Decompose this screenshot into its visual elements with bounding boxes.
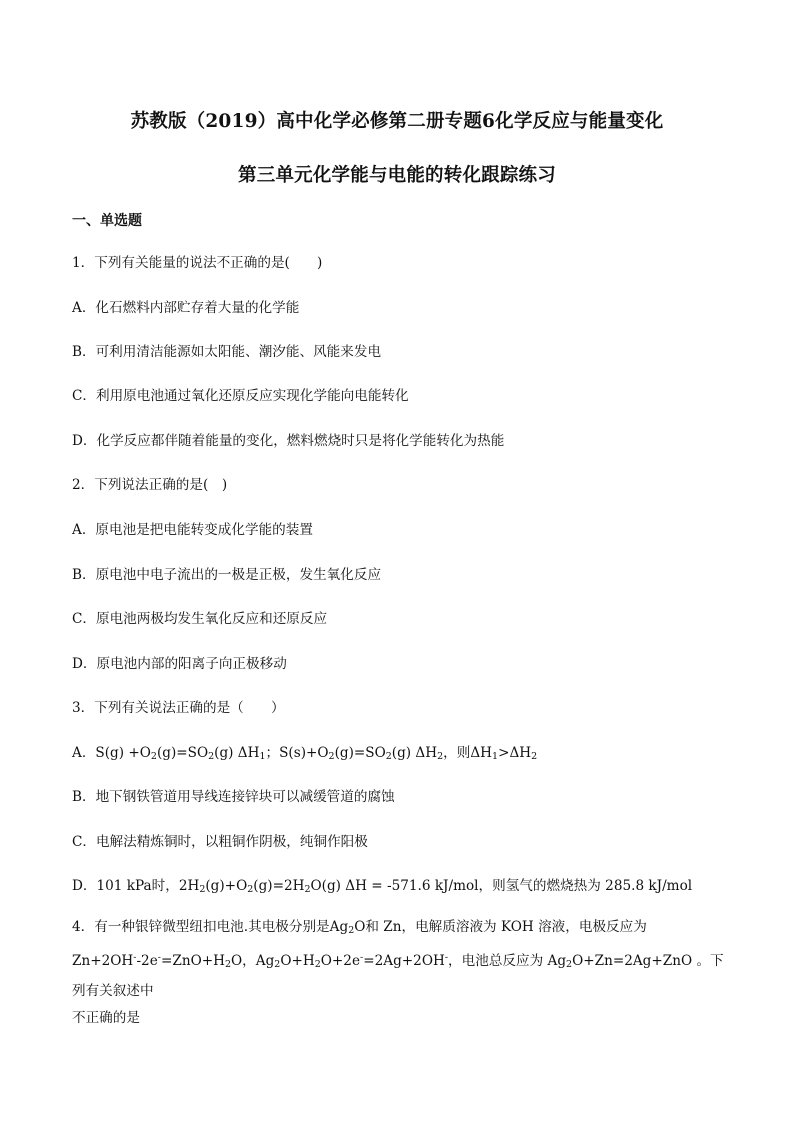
question-2-option-b: B．原电池中电子流出的一极是正极，发生氧化反应 [72, 567, 382, 583]
question-4-stem: 4．有一种银锌微型纽扣电池.其电极分别是$Ag_2O$和 Zn，电解质溶液为 KOH 溶液，电极反应为 $Zn+2OH^--2e^-=ZnO+H_2O$，$Ag_2O+H_2O+2e^-=2Ag+2OH^-$，电池总反应为 $Ag_2O+Zn=2Ag+ZnO$ 。下列有关叙述中 不正确的是 [72, 919, 724, 1026]
document-subtitle: 第三单元化学能与电能的转化跟踪练习 [238, 165, 556, 186]
question-3-stem: 3．下列有关说法正确的是（ ） [72, 700, 285, 716]
question-2-option-c: C．原电池两极均发生氧化反应和还原反应 [72, 611, 328, 627]
question-2-option-d: D．原电池内部的阳离子向正极移动 [72, 656, 287, 672]
question-3-option-c: C．电解法精炼铜时，以粗铜作阴极，纯铜作阳极 [72, 834, 368, 850]
document-title: 苏教版（2019）高中化学必修第二册专题6化学反应与能量变化 [130, 111, 664, 132]
question-3-option-b: B．地下钢铁管道用导线连接锌块可以减缓管道的腐蚀 [72, 789, 395, 805]
question-2-stem: 2．下列说法正确的是( ) [72, 477, 228, 493]
question-2-option-a: A．原电池是把电能转变成化学能的装置 [72, 522, 313, 538]
question-1-option-c: C．利用原电池通过氧化还原反应实现化学能向电能转化 [72, 388, 409, 404]
question-1-stem: 1．下列有关能量的说法不正确的是( ) [72, 255, 323, 271]
question-1-option-a: A．化石燃料内部贮存着大量的化学能 [72, 300, 300, 316]
question-1-option-d: D．化学反应都伴随着能量的变化，燃料燃烧时只是将化学能转化为热能 [72, 433, 505, 449]
question-3-option-d: D．101 kPa时，$2H_2(g)+O_2(g)=2H_2O(g) \Delta H = -571.6$ kJ/mol，则氢气的燃烧热为 285.8 kJ/mol [72, 878, 693, 895]
question-3-option-a: A．$S(g) +O_2(g)=SO_2(g)$ $\Delta H_1$；$S(s)+O_2(g)=SO_2(g)$ $\Delta H_2$，则$\Delta H_1>\Delta H_2$ [72, 745, 538, 762]
section-heading: 一、单选题 [72, 213, 142, 229]
question-1-option-b: B．可利用清洁能源如太阳能、潮汐能、风能来发电 [72, 344, 382, 360]
